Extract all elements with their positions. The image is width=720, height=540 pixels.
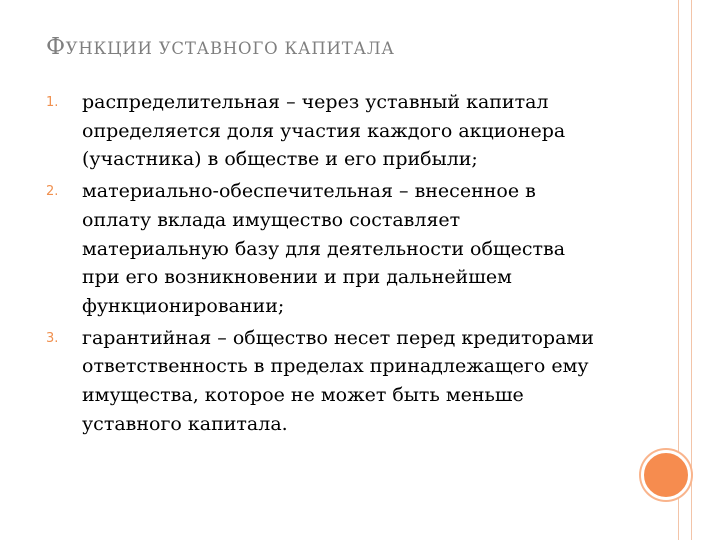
list-number: 1. bbox=[46, 95, 59, 110]
list-number: 3. bbox=[46, 330, 59, 346]
list-item-text: распределительная – через уставный капитал определяется доля участия каждого акционера (участника) в обществе и его прибыли; bbox=[82, 91, 566, 171]
list-number: 2. bbox=[46, 184, 59, 200]
list-item bbox=[46, 177, 606, 321]
slide-title bbox=[46, 34, 646, 60]
list-item-text: материально-обеспечительная – внесенное в оплату вклада имущество составляет материальную базу для деятельности общества при его возникновении и при дальнейшем функционировании; bbox=[82, 180, 566, 317]
list-item bbox=[46, 88, 606, 174]
title-first-letter: Ф bbox=[46, 34, 66, 60]
functions-list bbox=[46, 88, 606, 441]
decorative-circle-icon bbox=[641, 450, 691, 500]
list-item-text: гарантийная – общество несет перед кредиторами ответственность в пределах принадлежащего ему имущества, которое не может быть меньше уставного капитала. bbox=[82, 326, 594, 435]
list-item bbox=[46, 324, 606, 439]
title-rest: УНКЦИИ УСТАВНОГО КАПИТАЛА bbox=[65, 39, 395, 58]
